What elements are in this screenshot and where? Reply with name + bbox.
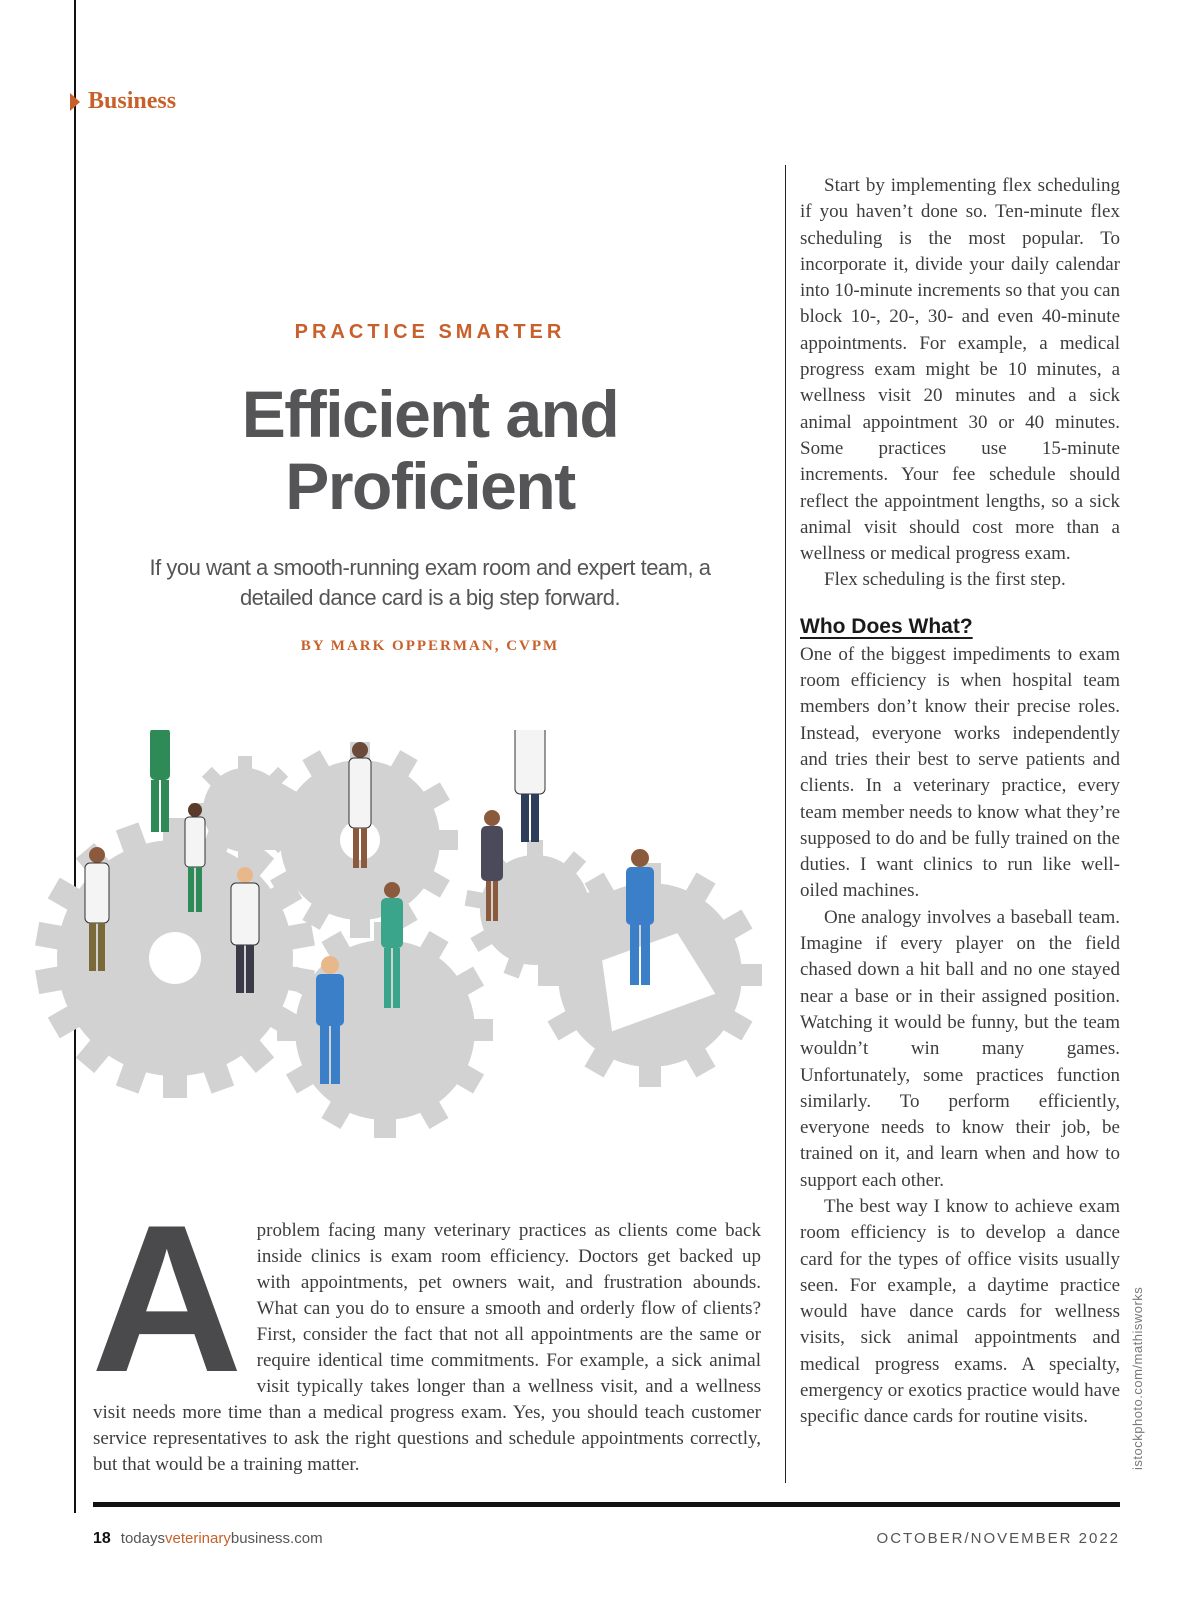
article-kicker: PRACTICE SMARTER — [294, 321, 566, 343]
column-rule — [785, 165, 786, 1483]
title-line-2: Proficient — [285, 449, 575, 523]
paragraph: Flex scheduling is the first step. — [824, 569, 1066, 591]
right-column — [800, 173, 1120, 1431]
site-accent: veterinary — [165, 1530, 231, 1547]
site-prefix: todays — [120, 1530, 165, 1547]
article-deck: If you want a smooth-running exam room and expert team, a detailed dance card is a big step forward. — [149, 555, 711, 610]
page-folio — [93, 1530, 323, 1548]
paragraph: The best way I know to achieve exam room efficiency is to develop a dance card for the types of office visits usually seen. For example, a daytime practice would have dance cards for wellness visits, sick animal appointments and medical progress exams. A specialty, emergency or exotics practice would have specific dance cards for routine visits. — [800, 1195, 1120, 1428]
issue-date: OCTOBER/NOVEMBER 2022 — [876, 1530, 1120, 1547]
triangle-marker-icon — [70, 93, 80, 111]
footer-rule — [93, 1502, 1120, 1507]
person-figure-icon — [515, 730, 545, 842]
left-column-body — [91, 1181, 761, 1478]
person-figure-icon — [150, 730, 170, 832]
article-byline: BY MARK OPPERMAN, CVPM — [300, 638, 560, 654]
paragraph: One of the biggest impediments to exam room efficiency is when hospital team members don’t know their precise roles. Instead, everyone works independently and tries their best to serve patients and clients. In a veterinary practice, every team member needs to know what they’re supposed to do and be fully trained on the duties. I want clinics to run like well-oiled machines. — [800, 643, 1120, 902]
gear-icon — [35, 818, 315, 1098]
gear-icon — [191, 756, 299, 864]
section-label: Business — [88, 88, 177, 114]
article-title — [90, 378, 770, 522]
paragraph: problem facing many veterinary practices as clients come back inside clinics is exam room efficiency. Doctors get backed up with appointments, pet owners wait, and frustration abounds. What can you do to ensure a smooth and orderly flow of clients? First, consider the fact that not all appointments are the same or require identical time commitments. For example, a sick animal visit typically takes longer than a wellness visit, and a wellness visit needs more time than a medical progress exam. Yes, you should teach customer service representatives to ask the right questions and schedule appointments correctly, but that would be a training matter. — [93, 1220, 761, 1475]
paragraph: Start by implementing flex scheduling if you haven’t done so. Ten-minute flex scheduling is the most popular. To incorporate it, divide your daily calendar into 10-minute increments so that you can block 10-, 20-, 30- and even 40-minute appointments. For example, a medical progress exam might be 10 minutes, a wellness visit 20 minutes and a sick animal appointment 30 or 40 minutes. Some practices use 15-minute increments. Your fee schedule should reflect the appointment lengths, so a sick animal visit should cost more than a wellness or medical progress exam. — [800, 175, 1120, 565]
photo-credit: istockphoto.com/mathisworks — [1130, 1286, 1145, 1470]
title-line-1: Efficient and — [241, 377, 619, 451]
drop-cap: A — [91, 1181, 243, 1416]
page-number: 18 — [93, 1530, 111, 1547]
section-tag — [70, 88, 176, 115]
subhead: Who Does What? — [800, 614, 973, 638]
paragraph: One analogy involves a baseball team. Imagine if every player on the field chased down a hit ball and no one stayed near a base or in their assigned position. Watching it would be funny, but the team wouldn’t win many games. Unfortunately, some practices function similarly. To perform efficiently, everyone needs to know their job, be trained on it, and learn when and how to support each other. — [800, 906, 1120, 1191]
site-suffix: business.com — [230, 1530, 323, 1547]
gears-team-illustration — [30, 730, 770, 1155]
